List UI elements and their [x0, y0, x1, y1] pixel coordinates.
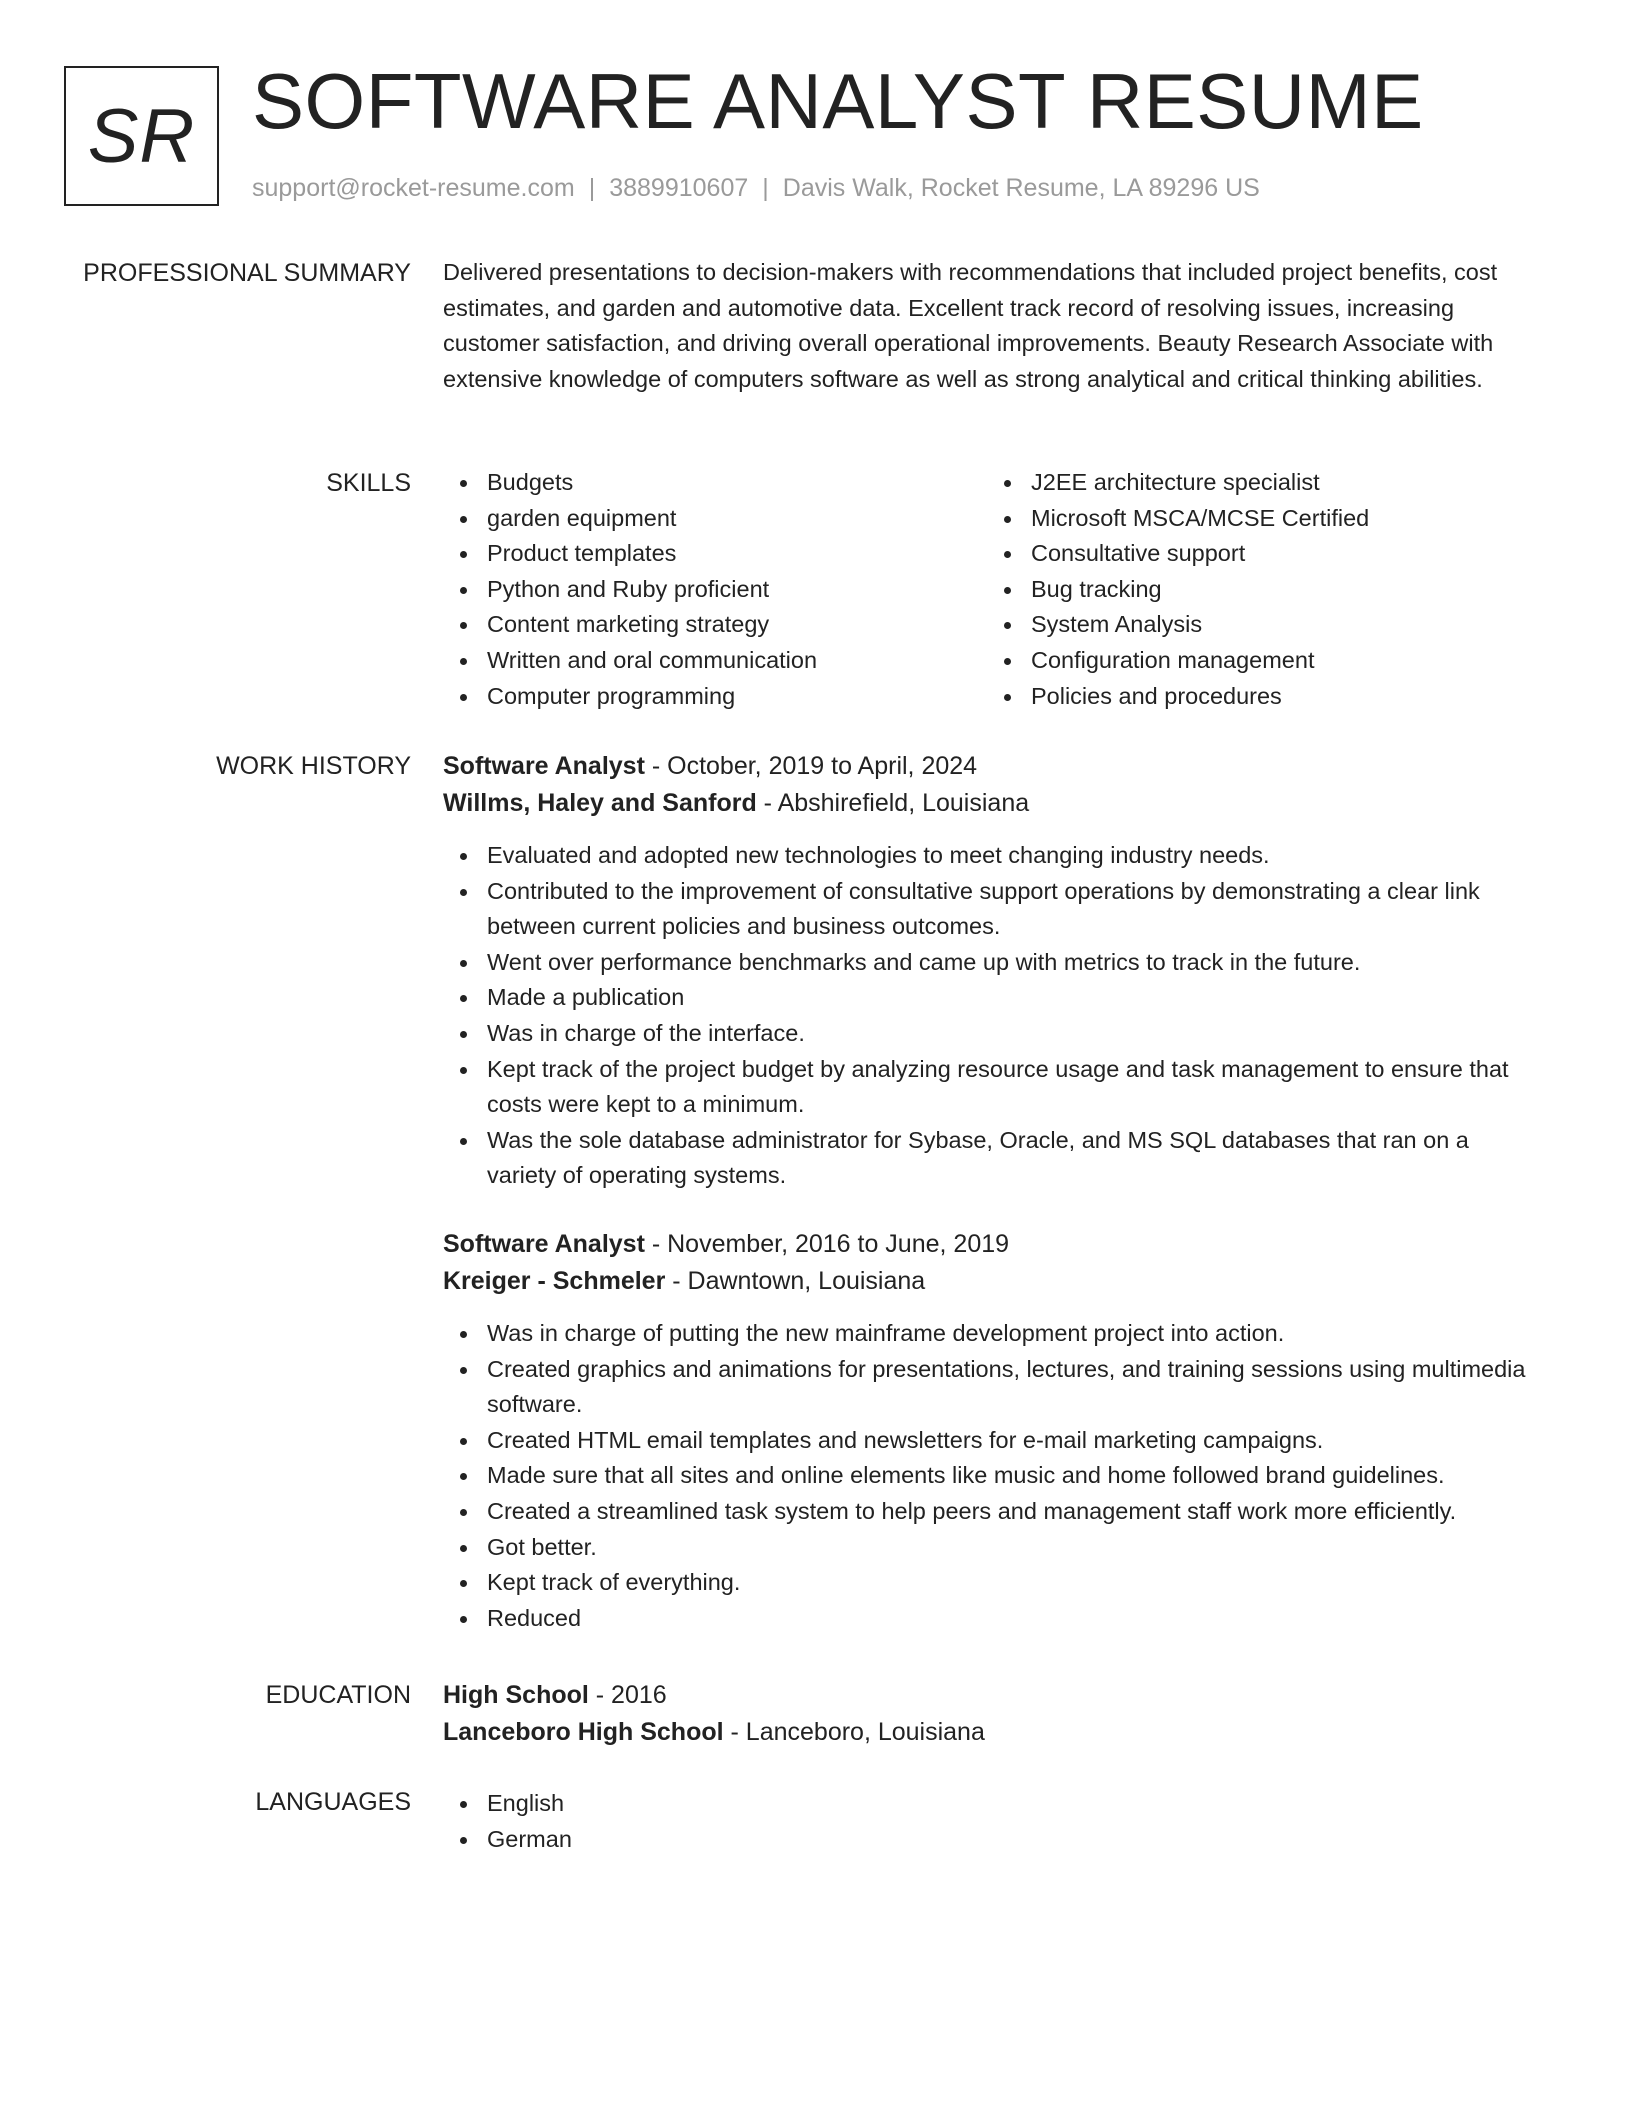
job-bullet: Was the sole database administrator for Sybase, Oracle, and MS SQL databases that ran on a variety of operating systems.	[443, 1123, 1543, 1194]
skill-item: Bug tracking	[987, 572, 1531, 608]
contact-separator: |	[762, 174, 769, 202]
languages-body	[443, 1786, 1543, 1857]
education-year: - 2016	[588, 1681, 667, 1709]
education-degree: High School	[443, 1681, 589, 1709]
job-bullet: Reduced	[443, 1601, 1543, 1637]
job-entry	[443, 1226, 1543, 1636]
languages-label: LANGUAGES	[255, 1788, 411, 1816]
contact-separator: |	[588, 174, 596, 202]
contact-phone: 3889910607	[609, 174, 749, 202]
skill-item: garden equipment	[443, 501, 987, 537]
skills-columns	[443, 465, 1543, 714]
skills-body	[443, 465, 1543, 714]
skill-item: System Analysis	[987, 607, 1531, 643]
work-history-body	[443, 748, 1543, 1636]
job-company: Kreiger - Schmeler	[443, 1266, 666, 1295]
skills-label: SKILLS	[326, 469, 411, 497]
summary-text: Delivered presentations to decision-makers with recommendations that included project benefits, cost estimates, and garden and automotive data. Excellent track record of resolving issues, increasing customer satisfaction, and driving overall operational improvements. Beauty Research Associate with extensive knowledge of computers software as well as strong analytical and critical thinking abilities.	[443, 259, 1498, 392]
skill-item: Budgets	[443, 465, 987, 501]
job-title-line	[443, 1226, 1543, 1263]
job-bullet: Made sure that all sites and online elements like music and home followed brand guidelines.	[443, 1458, 1543, 1494]
job-dates: - October, 2019 to April, 2024	[644, 752, 978, 780]
job-bullet: Created graphics and animations for presentations, lectures, and training sessions using multimedia software.	[443, 1352, 1543, 1423]
job-company-line	[443, 1263, 1543, 1300]
skill-item: Product templates	[443, 536, 987, 572]
skill-item: Python and Ruby proficient	[443, 572, 987, 608]
skill-item: Policies and procedures	[987, 679, 1531, 715]
languages-list	[443, 1786, 1543, 1857]
job-bullet: Made a publication	[443, 980, 1543, 1016]
skill-item: Computer programming	[443, 679, 987, 715]
skill-item: Configuration management	[987, 643, 1531, 679]
resume-title: SOFTWARE ANALYST RESUME	[252, 57, 1424, 145]
skills-list-left	[443, 465, 987, 714]
skill-item: J2EE architecture specialist	[987, 465, 1531, 501]
job-bullet: Created a streamlined task system to help peers and management staff work more efficiently.	[443, 1494, 1543, 1530]
monogram-logo: SR	[64, 66, 219, 206]
job-location: - Abshirefield, Louisiana	[756, 789, 1030, 817]
job-bullet: Contributed to the improvement of consultative support operations by demonstrating a clear link between current policies and business outcomes.	[443, 874, 1543, 945]
summary-body	[443, 255, 1543, 397]
job-company-line	[443, 785, 1543, 822]
job-bullet: Kept track of the project budget by analyzing resource usage and task management to ensure that costs were kept to a minimum.	[443, 1052, 1543, 1123]
job-bullet: Kept track of everything.	[443, 1565, 1543, 1601]
job-title: Software Analyst	[443, 1229, 645, 1258]
job-entry	[443, 748, 1543, 1194]
work-history-label: WORK HISTORY	[216, 752, 411, 780]
job-bullet: Was in charge of the interface.	[443, 1016, 1543, 1052]
job-company: Willms, Haley and Sanford	[443, 789, 757, 817]
job-title: Software Analyst	[443, 752, 645, 780]
job-title-line	[443, 748, 1543, 785]
job-bullet: Evaluated and adopted new technologies to meet changing industry needs.	[443, 838, 1543, 874]
education-degree-line	[443, 1677, 1543, 1714]
job-bullet: Went over performance benchmarks and came up with metrics to track in the future.	[443, 945, 1543, 981]
language-item: German	[443, 1822, 1543, 1858]
job-location: - Dawntown, Louisiana	[665, 1266, 926, 1295]
job-bullet: Got better.	[443, 1530, 1543, 1566]
job-bullet: Was in charge of putting the new mainframe development project into action.	[443, 1316, 1543, 1352]
job-bullets	[443, 1316, 1543, 1636]
education-school-line	[443, 1714, 1543, 1751]
skill-item: Consultative support	[987, 536, 1531, 572]
contact-email: support@rocket-resume.com	[252, 174, 575, 202]
education-body	[443, 1677, 1543, 1751]
job-bullet: Created HTML email templates and newsletters for e-mail marketing campaigns.	[443, 1423, 1543, 1459]
skill-item: Written and oral communication	[443, 643, 987, 679]
skill-item: Microsoft MSCA/MCSE Certified	[987, 501, 1531, 537]
contact-address: Davis Walk, Rocket Resume, LA 89296 US	[782, 174, 1260, 202]
job-dates: - November, 2016 to June, 2019	[644, 1229, 1010, 1258]
job-bullets	[443, 838, 1543, 1194]
education-label: EDUCATION	[265, 1681, 411, 1709]
education-school: Lanceboro High School	[443, 1718, 724, 1746]
contact-line	[252, 172, 1260, 204]
skill-item: Content marketing strategy	[443, 607, 987, 643]
language-item: English	[443, 1786, 1543, 1822]
skills-list-right	[987, 465, 1531, 714]
education-location: - Lanceboro, Louisiana	[723, 1718, 985, 1746]
summary-label: PROFESSIONAL SUMMARY	[83, 259, 411, 287]
